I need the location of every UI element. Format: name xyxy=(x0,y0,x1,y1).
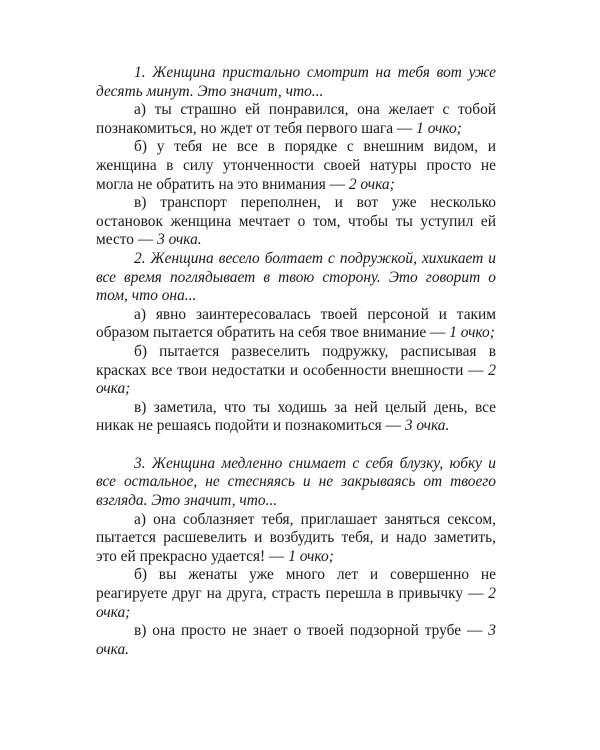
answer-points: 3 очка. xyxy=(404,417,450,435)
question-2: 2. Женщина весело болтает с подружкой, хихикает и все время поглядывает в твою сторону. Это говорит о том, что она... xyxy=(96,249,496,305)
answer-points: 2 очка; xyxy=(348,175,395,193)
answer-1a xyxy=(96,101,496,138)
answer-2c xyxy=(96,399,496,436)
answer-text: в) она просто не знает о твоей подзорной трубе — xyxy=(134,622,489,640)
answer-points: 2 очка; xyxy=(96,361,496,398)
answer-text: б) у тебя не все в порядке с внешним видом, и женщина в силу утонченности своей натуры просто не могла не обратить на это внимания — xyxy=(96,138,496,193)
answer-text: а) ты страшно ей понравился, она желает с тобой познакомиться, но ждет от тебя первого шага — xyxy=(96,101,496,137)
answer-text: б) вы женаты уже много лет и совершенно не реагируете друг на друга, страсть перешла в привычку — xyxy=(96,566,496,603)
answer-2b xyxy=(96,343,496,399)
answer-points: 1 очко; xyxy=(449,324,495,342)
answer-points: 1 очко; xyxy=(288,547,334,565)
answer-3b xyxy=(96,566,496,622)
answer-points: 3 очка. xyxy=(157,231,202,249)
answer-text: в) заметила, что ты ходишь за ней целый день, все никак не решаясь подойти и познакомиться — xyxy=(96,398,496,435)
answer-2a xyxy=(96,306,496,343)
answer-text: в) транспорт переполнен, и вот уже несколько остановок женщина мечтает о том, чтобы ты уступил ей место — xyxy=(96,194,496,249)
answer-points: 2 очка; xyxy=(96,585,496,621)
answer-text: а) явно заинтересовалась твоей персоной и таким образом пытается обратить на себя твое внимание — xyxy=(96,305,496,342)
section-gap xyxy=(96,436,496,455)
answer-text: а) она соблазняет тебя, приглашает заняться сексом, пытается расшевелить и возбудить тебя, и надо заметить, это ей прекрасно удается! — xyxy=(96,510,496,565)
answer-points: 1 очко; xyxy=(416,119,462,137)
question-1: 1. Женщина пристально смотрит на тебя вот уже десять минут. Это значит, что... xyxy=(96,64,496,100)
answer-text: б) пытается развеселить подружку, расписывая в красках все твои недостатки и особенности внешности — xyxy=(96,342,496,379)
document-page xyxy=(96,64,496,659)
answer-points: 3 очка. xyxy=(96,622,496,658)
answer-3c xyxy=(96,622,496,659)
question-3: 3. Женщина медленно снимает с себя блузку, юбку и все остальное, не стесняясь и не закрываясь от твоего взгляда. Это значит, что... xyxy=(96,454,496,510)
answer-1c xyxy=(96,194,496,250)
answer-1b xyxy=(96,138,496,194)
answer-3a xyxy=(96,511,496,567)
